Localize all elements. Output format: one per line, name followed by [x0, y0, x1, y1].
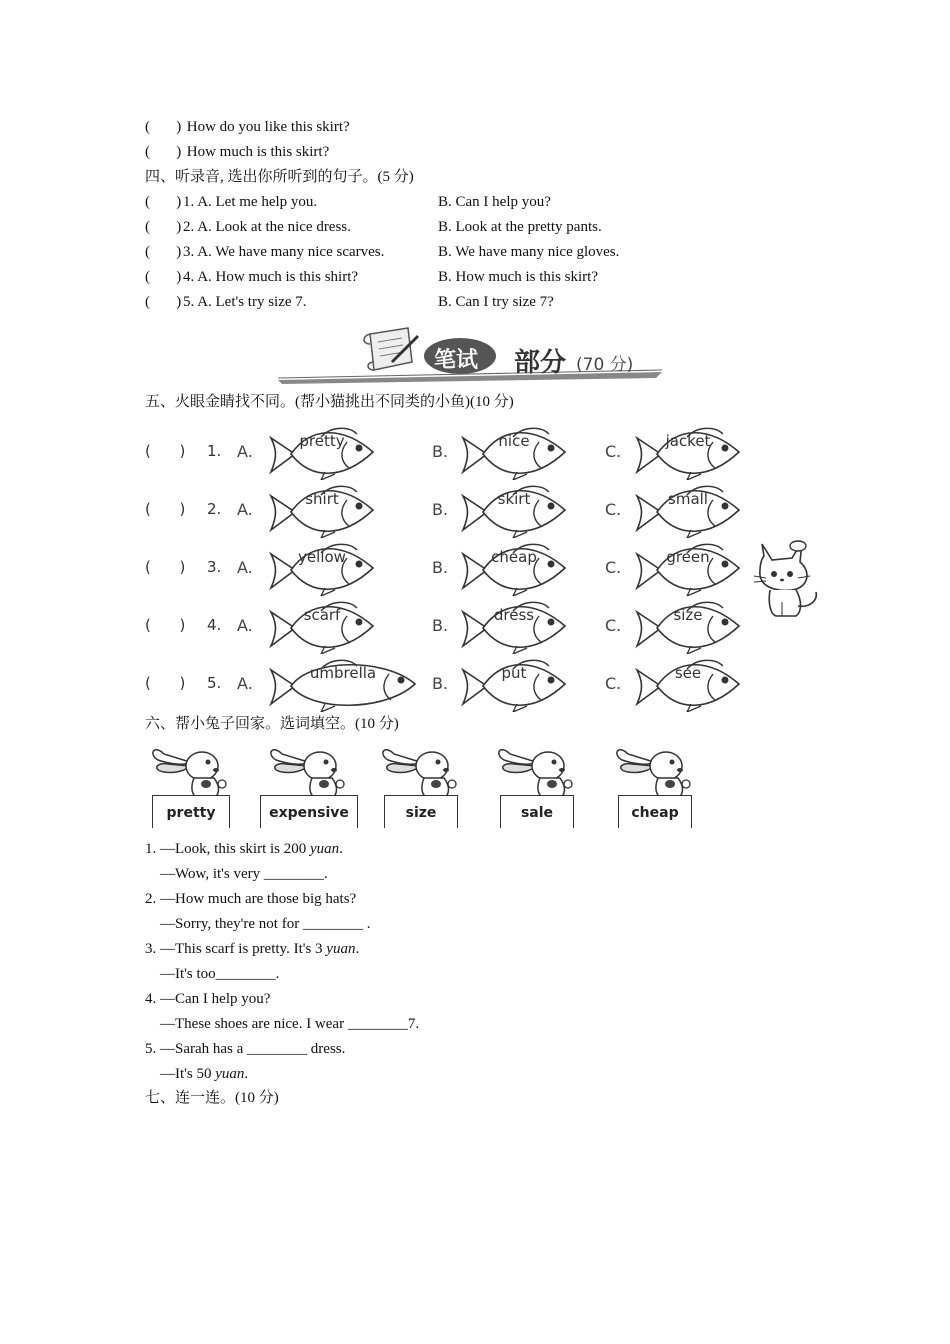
word-sign: pretty — [152, 795, 230, 828]
question-number: 4. — [207, 616, 222, 634]
fish-word: see — [674, 664, 702, 682]
option-label: C. — [605, 674, 622, 693]
bunny-word-card — [382, 740, 472, 828]
word-sign: sale — [500, 795, 574, 828]
section-4-title: 四、听录音, 选出你所听到的句子。(5 分) — [145, 169, 414, 185]
section-7-title: 七、连一连。(10 分) — [145, 1090, 279, 1106]
option-b: B. Look at the pretty pants. — [438, 219, 602, 235]
rabbit-icon — [150, 740, 240, 798]
option-a: A. How much is this shirt? — [197, 269, 359, 285]
written-part-banner — [270, 322, 670, 386]
fish-option[interactable] — [267, 482, 377, 538]
word-sign: cheap — [618, 795, 692, 828]
fish-option[interactable] — [459, 424, 569, 480]
odd-one-out-row — [145, 482, 765, 538]
fish-word: pretty — [299, 432, 345, 450]
word-sign: expensive — [260, 795, 358, 828]
option-label: B. — [432, 442, 449, 461]
odd-one-out-row — [145, 656, 765, 712]
banner-badge: 笔试 — [434, 348, 479, 373]
fish-option[interactable] — [459, 540, 569, 596]
option-label: A. — [237, 674, 253, 693]
option-b: B. Can I try size 7? — [438, 294, 554, 310]
fill-blank-answer[interactable]: —It's too________. — [160, 966, 280, 982]
option-a: A. We have many nice scarves. — [197, 244, 385, 260]
kitten-image — [752, 536, 824, 620]
fill-blank-question: 3. —This scarf is pretty. It's 3 yuan. — [145, 941, 360, 957]
answer-bracket[interactable]: ( ) — [145, 500, 186, 518]
fish-word: skirt — [497, 490, 531, 508]
option-label: C. — [605, 558, 622, 577]
option-label: B. — [432, 616, 449, 635]
fill-blank-answer[interactable]: —It's 50 yuan. — [160, 1066, 249, 1082]
answer-bracket[interactable]: ( ) — [145, 269, 182, 285]
bunny-word-card — [150, 740, 240, 828]
fish-option[interactable] — [633, 482, 743, 538]
option-label: B. — [432, 500, 449, 519]
fill-blank-question: 1. —Look, this skirt is 200 yuan. — [145, 841, 343, 857]
fill-blank-answer[interactable]: —These shoes are nice. I wear ________7. — [160, 1016, 420, 1032]
fish-word: jacket — [665, 432, 711, 450]
rabbit-icon — [496, 740, 586, 798]
bunny-word-card — [616, 740, 706, 828]
listening-question — [145, 240, 384, 265]
question-number: 3. — [183, 244, 195, 260]
fish-word: green — [666, 548, 710, 566]
option-a: A. Let's try size 7. — [197, 294, 307, 310]
fish-option[interactable] — [633, 540, 743, 596]
option-a: A. Let me help you. — [197, 194, 318, 210]
question-line — [145, 140, 329, 165]
fish-option[interactable] — [267, 598, 377, 654]
bunny-word-card — [498, 740, 588, 828]
option-label: A. — [237, 442, 253, 461]
fish-word: dress — [493, 606, 535, 624]
question-number: 4. — [183, 269, 195, 285]
fill-blank-answer[interactable]: —Wow, it's very ________. — [160, 866, 328, 882]
fish-option[interactable] — [267, 540, 377, 596]
question-number: 5. — [183, 294, 195, 310]
section-6-title: 六、帮小兔子回家。选词填空。(10 分) — [145, 716, 399, 732]
question-number: 1. — [183, 194, 195, 210]
fish-option[interactable] — [633, 598, 743, 654]
odd-one-out-row — [145, 540, 765, 596]
fish-option[interactable] — [633, 424, 743, 480]
fish-word: size — [673, 606, 703, 624]
option-label: A. — [237, 616, 253, 635]
listening-question — [145, 290, 307, 315]
answer-bracket[interactable]: ( ) — [145, 558, 186, 576]
fill-blank-answer[interactable]: —Sorry, they're not for ________ . — [160, 916, 371, 932]
question-number: 2. — [183, 219, 195, 235]
option-label: B. — [432, 674, 449, 693]
answer-bracket[interactable]: ( ) — [145, 119, 182, 135]
rabbit-icon — [614, 740, 704, 798]
fish-word: nice — [498, 432, 530, 450]
answer-bracket[interactable]: ( ) — [145, 674, 186, 692]
odd-one-out-row — [145, 424, 765, 480]
answer-bracket[interactable]: ( ) — [145, 616, 186, 634]
fish-option[interactable] — [459, 482, 569, 538]
fish-word: put — [501, 664, 527, 682]
answer-bracket[interactable]: ( ) — [145, 219, 182, 235]
answer-bracket[interactable]: ( ) — [145, 442, 186, 460]
answer-bracket[interactable]: ( ) — [145, 294, 182, 310]
listening-question — [145, 265, 358, 290]
option-b: B. Can I help you? — [438, 194, 551, 210]
question-line — [145, 115, 350, 140]
question-number: 1. — [207, 442, 222, 460]
question-number: 3. — [207, 558, 222, 576]
banner-score: (70 分) — [576, 355, 634, 375]
fish-word: small — [668, 490, 708, 508]
option-b: B. How much is this skirt? — [438, 269, 598, 285]
section-5-title: 五、火眼金睛找不同。(帮小猫挑出不同类的小鱼)(10 分) — [145, 394, 514, 410]
answer-bracket[interactable]: ( ) — [145, 144, 182, 160]
fish-option[interactable] — [459, 598, 569, 654]
fish-option[interactable] — [633, 656, 743, 712]
word-sign: size — [384, 795, 458, 828]
fish-option[interactable] — [267, 656, 419, 712]
option-a: A. Look at the nice dress. — [197, 219, 351, 235]
option-label: C. — [605, 500, 622, 519]
fish-word: umbrella — [309, 664, 377, 682]
bunny-word-card — [258, 740, 358, 828]
answer-bracket[interactable]: ( ) — [145, 244, 182, 260]
fish-option[interactable] — [267, 424, 377, 480]
option-label: C. — [605, 442, 622, 461]
banner-title: 部分 — [514, 348, 567, 378]
option-label: A. — [237, 500, 253, 519]
rabbit-icon — [380, 740, 470, 798]
question-number: 2. — [207, 500, 222, 518]
fish-word: cheap — [491, 548, 537, 566]
fill-blank-question: 5. —Sarah has a ________ dress. — [145, 1041, 346, 1057]
question-number: 5. — [207, 674, 222, 692]
listening-question — [145, 190, 317, 215]
fill-blank-question: 2. —How much are those big hats? — [145, 891, 357, 907]
answer-bracket[interactable]: ( ) — [145, 194, 182, 210]
question-text: How much is this skirt? — [186, 144, 330, 160]
fish-word: shirt — [305, 490, 339, 508]
fish-word: scarf — [303, 606, 341, 624]
option-label: C. — [605, 616, 622, 635]
option-label: B. — [432, 558, 449, 577]
fish-option[interactable] — [459, 656, 569, 712]
scroll-pen-icon — [364, 328, 418, 370]
question-text: How do you like this skirt? — [186, 119, 350, 135]
listening-question — [145, 215, 351, 240]
option-label: A. — [237, 558, 253, 577]
fill-blank-question: 4. —Can I help you? — [145, 991, 271, 1007]
option-b: B. We have many nice gloves. — [438, 244, 620, 260]
odd-one-out-row — [145, 598, 765, 654]
fish-word: yellow — [298, 548, 346, 566]
rabbit-icon — [268, 740, 358, 798]
